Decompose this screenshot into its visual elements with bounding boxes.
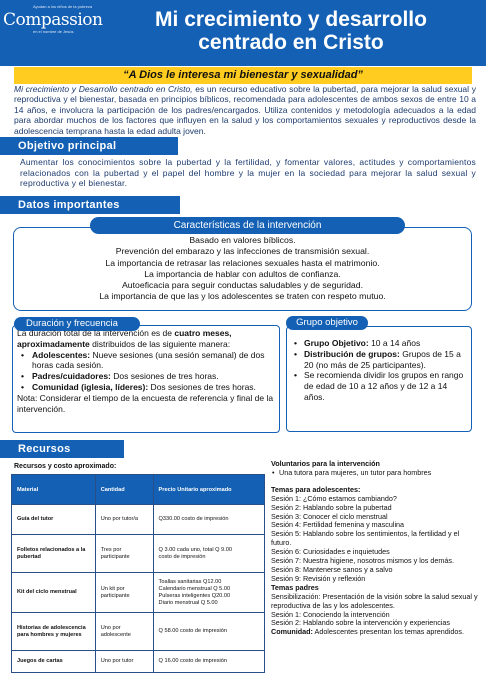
item-text: Dos sesiones de tres horas. <box>148 381 256 392</box>
item-text: Nueve sesiones (una sesión semanal) de dos horas cada sesión. <box>32 349 265 371</box>
comunidad-label: Comunidad: <box>271 627 313 637</box>
session-item: Sesión 2: Hablando sobre la intervención y experiencias <box>271 618 450 628</box>
cell-precio <box>153 613 264 651</box>
caracteristica-item: Prevención del embarazo y las infecciones de transmisión sexual. <box>115 246 370 257</box>
table-row <box>12 651 265 673</box>
precio-line: costo de impresión <box>158 553 206 560</box>
voluntarios-item: • Una tutora para mujeres, un tutor para hombres <box>271 469 479 478</box>
session-item: Sesión 2: Hablando sobre la pubertad <box>271 502 392 512</box>
intro-text: es un recurso educativo sobre la pubertad, para mejorar la salud sexual y reproductiva y el bienestar, basada en principios bíblicos, recomendada para adolescentes de ambos sexos de entre 10 a 14 años, e involucra la participación de los padres/encargados. Utiliza contenidos y metodología adecuados a la edad para abordar muchos de los factores que influyen en la salud y los comportamientos sexuales y reproductivos desde la adolescencia temprana hasta la edad adulta joven. <box>14 84 476 136</box>
session-item: Sesión 8: Mantenerse sanos y a salvo <box>271 564 393 574</box>
list-item <box>17 371 279 382</box>
section-objetivo: Objetivo principal <box>0 137 178 155</box>
session-item: Sesión 9: Revisión y reflexión <box>271 573 366 583</box>
cell-precio <box>153 651 264 673</box>
caracteristica-item: La importancia de retrasar las relaciones sexuales hasta el matrimonio. <box>105 257 380 268</box>
compassion-logo <box>3 3 103 34</box>
cell-precio <box>153 573 264 613</box>
list-item <box>290 370 470 402</box>
cell-material: Juegos de cartas <box>12 651 96 673</box>
objetivo-text: Aumentar los conocimientos sobre la pubertad y la fertilidad, y fomentar valores, actitudes y comportamientos relacionados con la pubertad y el papel del hombre y la mujer en la sociedad para mejorar la salud sexual y reproductiva y el bienestar. <box>20 157 476 189</box>
item-text: 10 a 14 años <box>368 338 421 348</box>
grupo-list <box>290 338 470 403</box>
logo-tagline: Ayudan a los niños de la pobreza <box>33 4 93 9</box>
table-row <box>12 613 265 651</box>
cell-cantidad: Tres por participante <box>95 535 153 573</box>
title-line-1: Mi crecimiento y desarrollo <box>155 8 427 31</box>
duracion-title: Duración y frecuencia <box>14 317 140 331</box>
recursos-table <box>11 474 265 673</box>
cell-cantidad: Uno por tutor/a <box>95 505 153 535</box>
caracteristica-item: Basado en valores bíblicos. <box>189 235 296 245</box>
comunidad-item <box>271 628 479 637</box>
subtitle-bar: “A Dios le interesa mi bienestar y sexualidad” <box>14 67 472 84</box>
column-header: Precio Unitario aproximado <box>153 475 264 505</box>
cell-material: Historias de adolescencia para hombres y mujeres <box>12 613 96 651</box>
column-header: Cantidad <box>95 475 153 505</box>
temas-padres-title: Temas padres <box>271 582 319 592</box>
duracion-list <box>17 350 279 393</box>
duracion-body <box>17 328 279 414</box>
column-header: Material <box>12 475 96 505</box>
session-item: Sesión 5: Hablando sobre los sentimientos, la fertilidad y el futuro. <box>271 529 460 548</box>
session-item: Sesión 4: Fertilidad femenina y masculina <box>271 520 405 530</box>
precio-line: Q 58.00 costo de impresión <box>158 628 227 634</box>
caracteristicas-title: Características de la intervención <box>90 217 405 234</box>
table-row <box>12 573 265 613</box>
section-datos: Datos importantes <box>0 196 180 214</box>
duracion-note: Nota: Considerar el tiempo de la encuesta de referencia y final de la intervención. <box>17 392 274 414</box>
page-title <box>96 8 486 54</box>
caracteristica-item: Autoeficacia para seguir conductas saludables y de seguridad. <box>122 280 363 291</box>
temas-adolescentes-title: Temas para adolescentes: <box>271 484 361 494</box>
cell-material: Folletos relacionados a la pubertad <box>12 535 96 573</box>
cell-cantidad: Uno por tutor <box>95 651 153 673</box>
duracion-intro-b: distribuidos de las siguiente manera: <box>89 338 231 349</box>
item-text: Dos sesiones de tres horas. <box>110 371 219 382</box>
table-row <box>12 505 265 535</box>
cell-cantidad: Un kit por participante <box>95 573 153 613</box>
session-item: Sesión 6: Curiosidades e inquietudes <box>271 547 390 557</box>
caracteristica-item: La importancia de hablar con adultos de confianza. <box>144 268 341 279</box>
header-banner <box>0 0 486 66</box>
title-line-2: centrado en Cristo <box>198 31 384 54</box>
precio-line: Q 3.00 cada uno, total Q 9.00 <box>158 546 232 553</box>
cell-cantidad: Uno por adolescente <box>95 613 153 651</box>
precio-line: Q330.00 costo de impresión <box>158 516 229 522</box>
grupo-title: Grupo objetivo <box>286 316 368 330</box>
item-label: Comunidad (iglesia, líderes): <box>32 381 149 392</box>
precio-line: Diario menstrual Q 5.00 <box>158 599 218 606</box>
section-recursos: Recursos <box>0 440 124 458</box>
precio-line: Calendario menstrual Q 5.00 <box>158 585 231 592</box>
item-label: Padres/cuidadores: <box>32 371 111 382</box>
list-item <box>290 349 470 371</box>
duracion-intro-a: La duración total de la intervención es de <box>17 328 175 338</box>
table-row <box>12 535 265 573</box>
item-label: Distribución de grupos: <box>304 348 400 359</box>
cell-precio <box>153 505 264 535</box>
session-item: Sesión 1: Conociendo la intervención <box>271 609 390 619</box>
logo-sub: en el nombre de Jesús <box>33 29 74 34</box>
item-label: Grupo Objetivo: <box>304 338 369 348</box>
precio-line: Pulseras inteligentes Q20.00 <box>158 592 231 599</box>
session-item: Sesión 3: Conocer el ciclo menstrual <box>271 511 388 521</box>
list-item <box>17 350 279 372</box>
logo-name: Compassion <box>3 10 103 30</box>
duracion-intro-bold: cuatro meses, aproximadamente <box>17 328 232 349</box>
caracteristica-item: La importancia de que las y los adolescentes se traten con respeto mutuo. <box>99 291 386 302</box>
session-item: Sesión 7: Nuestra higiene, nosotros mismos y los demás. <box>271 556 454 566</box>
precio-line: Q 16.00 costo de impresión <box>158 658 227 664</box>
precio-line: Toallas sanitarias Q12.00 <box>158 578 222 585</box>
intro-lead: Mi crecimiento y Desarrollo centrado en Cristo, <box>14 84 193 94</box>
comunidad-text: Adolescentes presentan los temas aprendidos. <box>312 627 464 637</box>
cell-material: Guía del tutor <box>12 505 96 535</box>
session-item: Sesión 1: ¿Cómo estamos cambiando? <box>271 493 397 503</box>
recursos-right-column <box>271 460 479 637</box>
list-item <box>290 338 470 349</box>
cell-material: Kit del ciclo menstrual <box>12 573 96 613</box>
recursos-label: Recursos y costo aproximado: <box>14 463 117 470</box>
voluntarios-title: Voluntarios para la intervención <box>271 459 380 468</box>
cell-precio <box>153 535 264 573</box>
caracteristicas-list <box>13 235 472 303</box>
table-header-row <box>12 475 265 505</box>
item-text: Grupos de 15 a 20 (no más de 25 participantes). <box>304 348 461 370</box>
intro-paragraph <box>14 84 476 136</box>
session-item: Sensibilización: Presentación de la visión sobre la salud sexual y reproductiva de las y los adolescentes. <box>271 591 478 610</box>
item-text: Se recomienda dividir los grupos en rango de edad de 10 a 12 años y de 12 a 14 años. <box>304 370 464 402</box>
duracion-intro <box>17 328 279 350</box>
item-label: Adolescentes: <box>32 349 91 360</box>
list-item <box>17 382 279 393</box>
